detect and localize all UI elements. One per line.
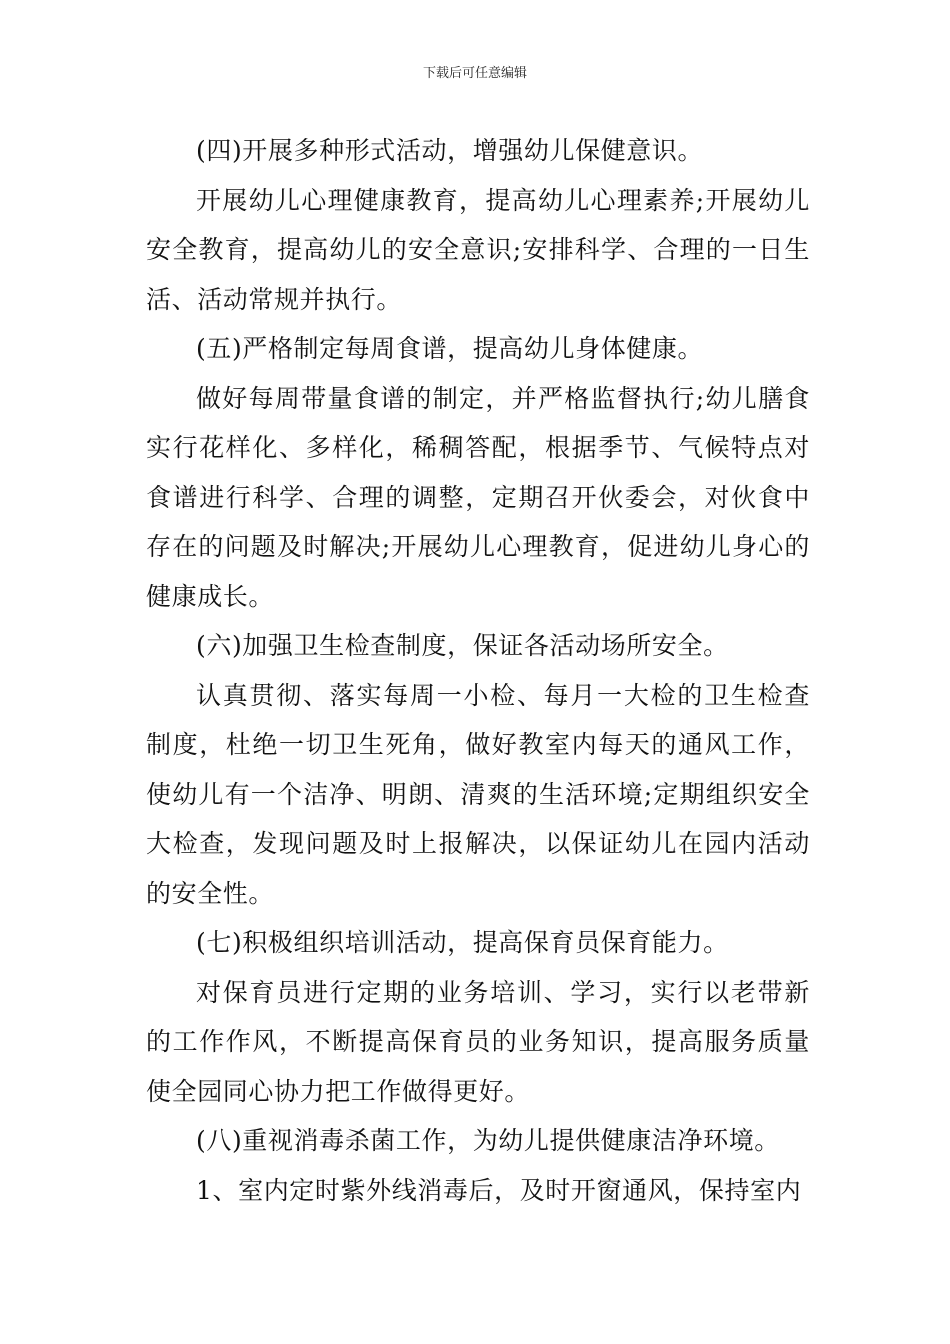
section-heading-7: (七)积极组织培训活动，提高保育员保育能力。 — [196, 928, 729, 957]
list-item: 1、室内定时紫外线消毒后，及时开窗通风，保持室内 — [196, 1175, 802, 1205]
section-heading-4: (四)开展多种形式活动，增强幼儿保健意识。 — [196, 136, 704, 165]
section-heading-8: (八)重视消毒杀菌工作，为幼儿提供健康洁净环境。 — [196, 1126, 780, 1155]
body-paragraph: 开展幼儿心理健康教育，提高幼儿心理素养;开展幼儿安全教育，提高幼儿的安全意识;安排科学、合理的一日生活、活动常规并执行。 — [146, 185, 810, 314]
body-paragraph: 对保育员进行定期的业务培训、学习，实行以老带新的工作作风，不断提高保育员的业务知识，提高服务质量使全园同心协力把工作做得更好。 — [146, 977, 810, 1106]
document-body — [146, 126, 810, 1215]
section-heading-6: (六)加强卫生检查制度，保证各活动场所安全。 — [196, 631, 729, 660]
download-note: 下载后可任意编辑 — [422, 66, 527, 81]
body-paragraph: 做好每周带量食谱的制定，并严格监督执行;幼儿膳食实行花样化、多样化，稀稠答配，根据季节、气候特点对食谱进行科学、合理的调整，定期召开伙委会，对伙食中存在的问题及时解决;开展幼儿心理教育，促进幼儿身心的健康成长。 — [146, 383, 810, 611]
body-paragraph: 认真贯彻、落实每周一小检、每月一大检的卫生检查制度，杜绝一切卫生死角，做好教室内每天的通风工作，使幼儿有一个洁净、明朗、清爽的生活环境;定期组织安全大检查，发现问题及时上报解决，以保证幼儿在园内活动的安全性。 — [146, 680, 810, 908]
section-heading-5: (五)严格制定每周食谱，提高幼儿身体健康。 — [196, 334, 704, 363]
